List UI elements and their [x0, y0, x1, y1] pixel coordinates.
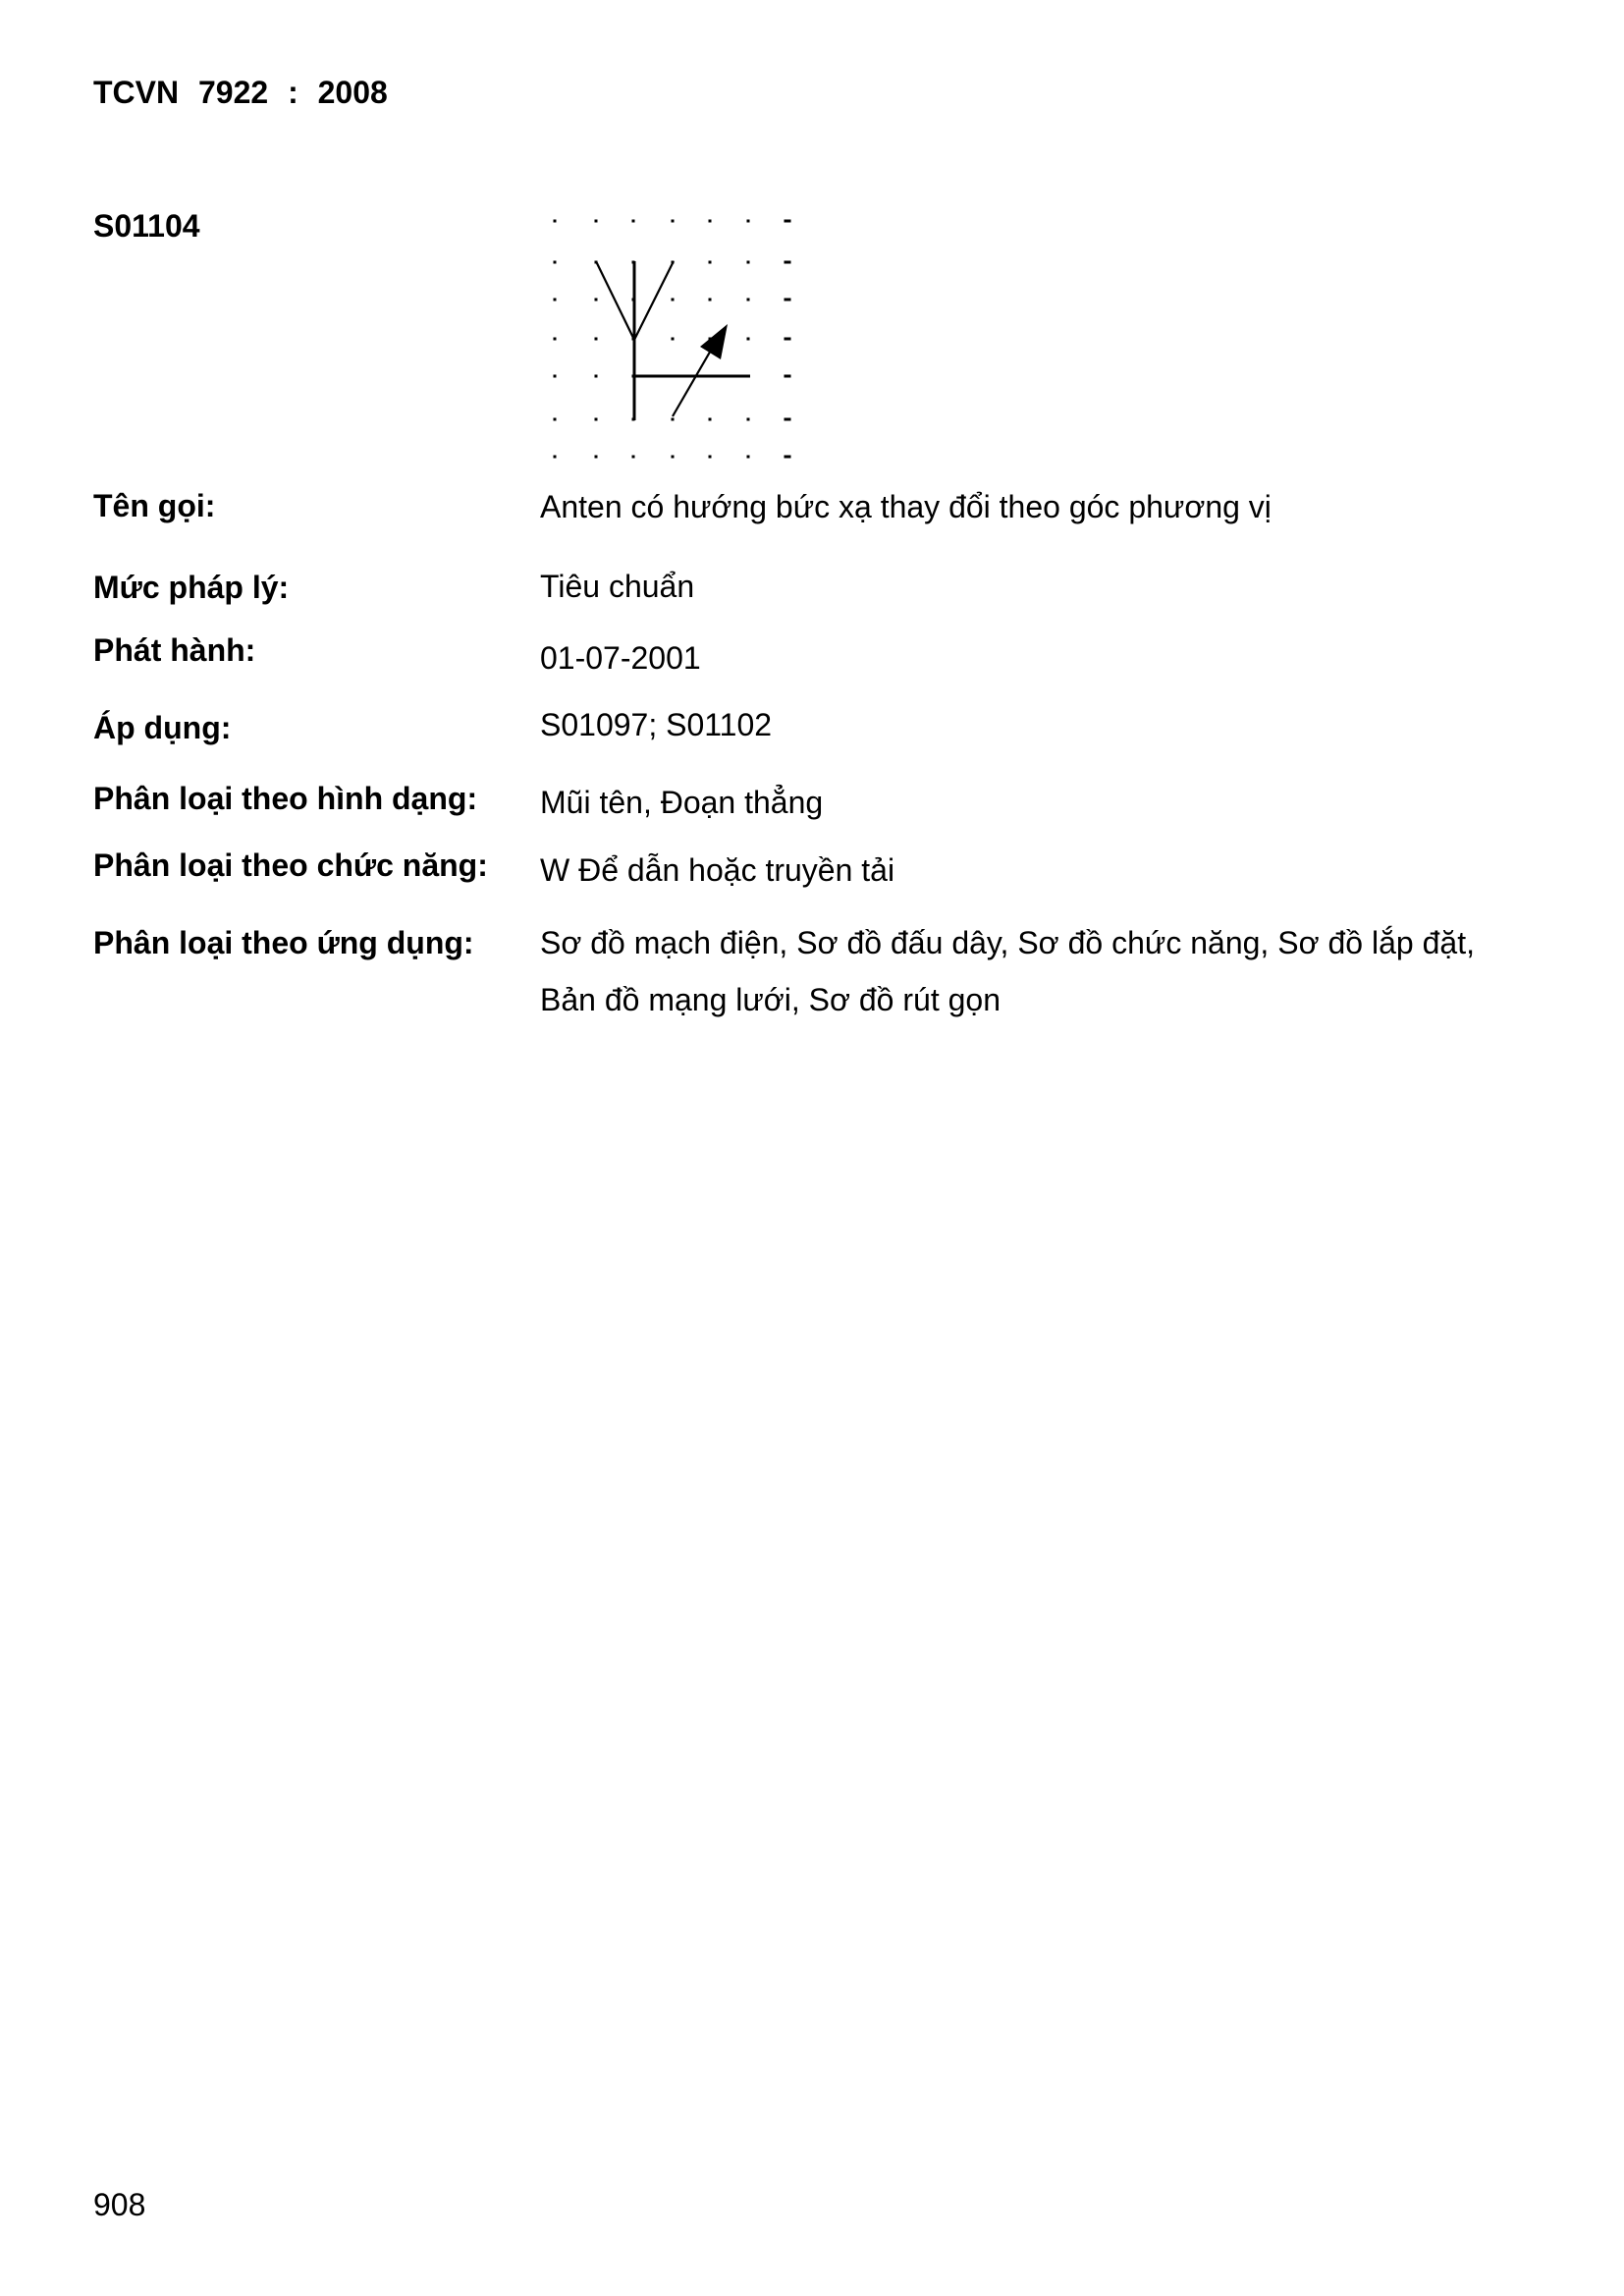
- value-phan-loai-chuc-nang: W Để dẫn hoặc truyền tải: [540, 852, 895, 888]
- value-line-2: Bản đồ mạng lưới, Sơ đồ rút gọn: [540, 981, 1001, 1017]
- label-phan-loai-chuc-nang: Phân loại theo chức năng:: [93, 847, 488, 883]
- label-ap-dung: Áp dụng:: [93, 710, 232, 745]
- arrow-head-icon: [700, 324, 728, 359]
- antenna-variable-azimuth-icon: [535, 201, 810, 476]
- value-phat-hanh: 01-07-2001: [540, 640, 701, 676]
- page-number: 908: [93, 2187, 146, 2222]
- value-muc-phap-ly: Tiêu chuẩn: [540, 569, 695, 604]
- standard-header: TCVN 7922 : 2008: [93, 75, 388, 110]
- antenna-symbol-lines: [596, 261, 750, 420]
- label-phat-hanh: Phát hành:: [93, 632, 256, 668]
- value-phan-loai-hinh-dang: Mũi tên, Đoạn thẳng: [540, 785, 824, 820]
- symbol-code: S01104: [93, 208, 200, 244]
- label-phan-loai-ung-dung: Phân loại theo ứng dụng:: [93, 925, 474, 960]
- dot-grid-icon: [554, 220, 791, 459]
- value-ten-goi: Anten có hướng bức xạ thay đổi theo góc phương vị: [540, 489, 1272, 524]
- label-phan-loai-hinh-dang: Phân loại theo hình dạng:: [93, 781, 478, 816]
- value-phan-loai-ung-dung: [540, 915, 1475, 1028]
- value-line-1: Sơ đồ mạch điện, Sơ đồ đấu dây, Sơ đồ chức năng, Sơ đồ lắp đặt,: [540, 925, 1475, 960]
- value-ap-dung: S01097; S01102: [540, 707, 773, 742]
- label-ten-goi: Tên gọi:: [93, 488, 216, 523]
- label-muc-phap-ly: Mức pháp lý:: [93, 570, 290, 605]
